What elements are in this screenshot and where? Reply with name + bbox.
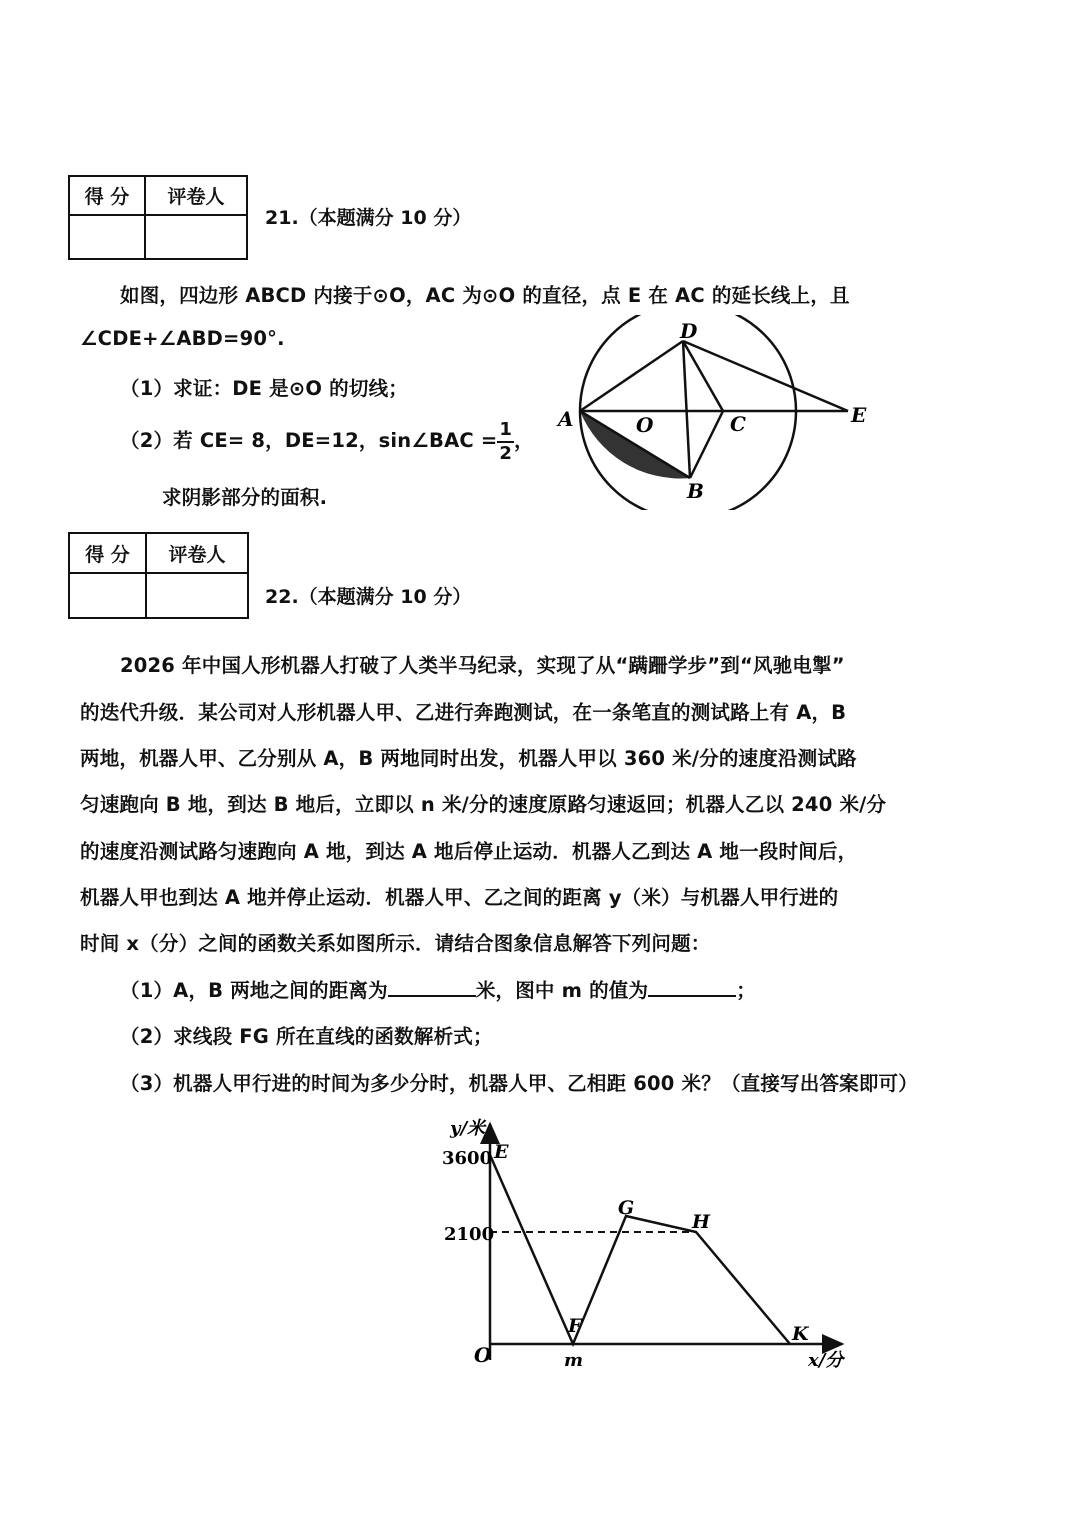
q22-p6: 机器人甲也到达 A 地并停止运动．机器人甲、乙之间的距离 y（米）与机器人甲行进的 — [80, 886, 839, 909]
point-f-label: F — [568, 1315, 582, 1337]
label-c: C — [730, 412, 746, 436]
q22-p7: 时间 x（分）之间的函数关系如图所示．请结合图象信息解答下列问题： — [80, 932, 711, 955]
fraction-numerator: 1 — [497, 421, 514, 443]
point-g-label: G — [618, 1197, 635, 1219]
x-tick-m: m — [564, 1350, 584, 1371]
grader-cell — [146, 573, 248, 618]
q21-part2 — [120, 413, 534, 469]
line-dc — [683, 341, 723, 411]
q22-graph — [430, 1110, 860, 1380]
q22-part1-b: 米，图中 m 的值为 — [475, 979, 649, 1002]
origin-label: O — [474, 1343, 492, 1367]
point-e-label: E — [494, 1141, 509, 1163]
line-db — [683, 341, 690, 478]
grader-label: 评卷人 — [145, 176, 247, 215]
score-label: 得 分 — [69, 176, 145, 215]
q22-p2: 的迭代升级．某公司对人形机器人甲、乙进行奔跑测试，在一条笔直的测试路上有 A，B — [80, 701, 847, 724]
fraction-denominator: 2 — [499, 442, 513, 464]
q21-line1: 如图，四边形 ABCD 内接于⊙O，AC 为⊙O 的直径，点 E 在 AC 的延长线上，且 — [120, 284, 850, 307]
x-axis-label: x/分 — [808, 1350, 844, 1371]
q21-heading: 21.（本题满分 10 分） — [265, 207, 472, 229]
q22-part2: （2）求线段 FG 所在直线的函数解析式； — [120, 1025, 493, 1048]
function-polyline — [490, 1155, 790, 1344]
label-o: O — [636, 413, 654, 437]
q22-part1 — [120, 975, 756, 1003]
label-e: E — [851, 403, 867, 427]
line-cb — [690, 411, 723, 478]
y-axis-label: y/米 — [450, 1118, 486, 1139]
q22-heading: 22.（本题满分 10 分） — [265, 586, 472, 608]
y-tick-2100: 2100 — [444, 1224, 495, 1245]
q22-p4: 匀速跑向 B 地，到达 B 地后，立即以 n 米/分的速度原路匀速返回；机器人乙以 240 米/分 — [80, 793, 887, 816]
q21-part1: （1）求证：DE 是⊙O 的切线； — [120, 377, 408, 400]
grader-cell — [145, 215, 247, 259]
answer-blank-distance[interactable] — [388, 977, 476, 997]
score-box-21 — [68, 175, 248, 260]
grader-label: 评卷人 — [146, 533, 248, 573]
q22-part1-c: ； — [736, 979, 756, 1002]
line-ad — [580, 341, 683, 411]
score-cell — [69, 573, 146, 618]
score-label: 得 分 — [69, 533, 146, 573]
score-box-22 — [68, 532, 249, 619]
q22-p3: 两地，机器人甲、乙分别从 A，B 两地同时出发，机器人甲以 360 米/分的速度沿测试路 — [80, 747, 857, 770]
q22-part3: （3）机器人甲行进的时间为多少分时，机器人甲、乙相距 600 米？（直接写出答案即可） — [120, 1072, 918, 1095]
point-k-label: K — [792, 1323, 809, 1345]
point-h-label: H — [692, 1211, 710, 1233]
q22-p5: 的速度沿测试路匀速跑向 A 地，到达 A 地后停止运动．机器人乙到达 A 地一段时间后， — [80, 840, 858, 863]
q22-part1-a: （1）A，B 两地之间的距离为 — [120, 979, 388, 1002]
label-b: B — [687, 479, 704, 503]
y-tick-3600: 3600 — [442, 1148, 493, 1169]
q21-part2-cont: 求阴影部分的面积. — [162, 486, 328, 509]
label-a: A — [558, 407, 574, 431]
q21-line2: ∠CDE+∠ABD=90°. — [80, 327, 285, 350]
q21-part2-pre: （2）若 CE= 8，DE=12，sin∠BAC = — [120, 429, 498, 452]
answer-blank-m[interactable] — [648, 977, 736, 997]
q21-part2-post: ， — [514, 429, 534, 452]
label-d: D — [680, 319, 698, 343]
fraction — [497, 418, 514, 464]
q21-figure — [550, 315, 880, 510]
q22-p1: 2026 年中国人形机器人打破了人类半马纪录，实现了从“蹒跚学步”到“风驰电掣” — [120, 654, 845, 677]
score-cell — [69, 215, 145, 259]
line-de — [683, 341, 848, 411]
